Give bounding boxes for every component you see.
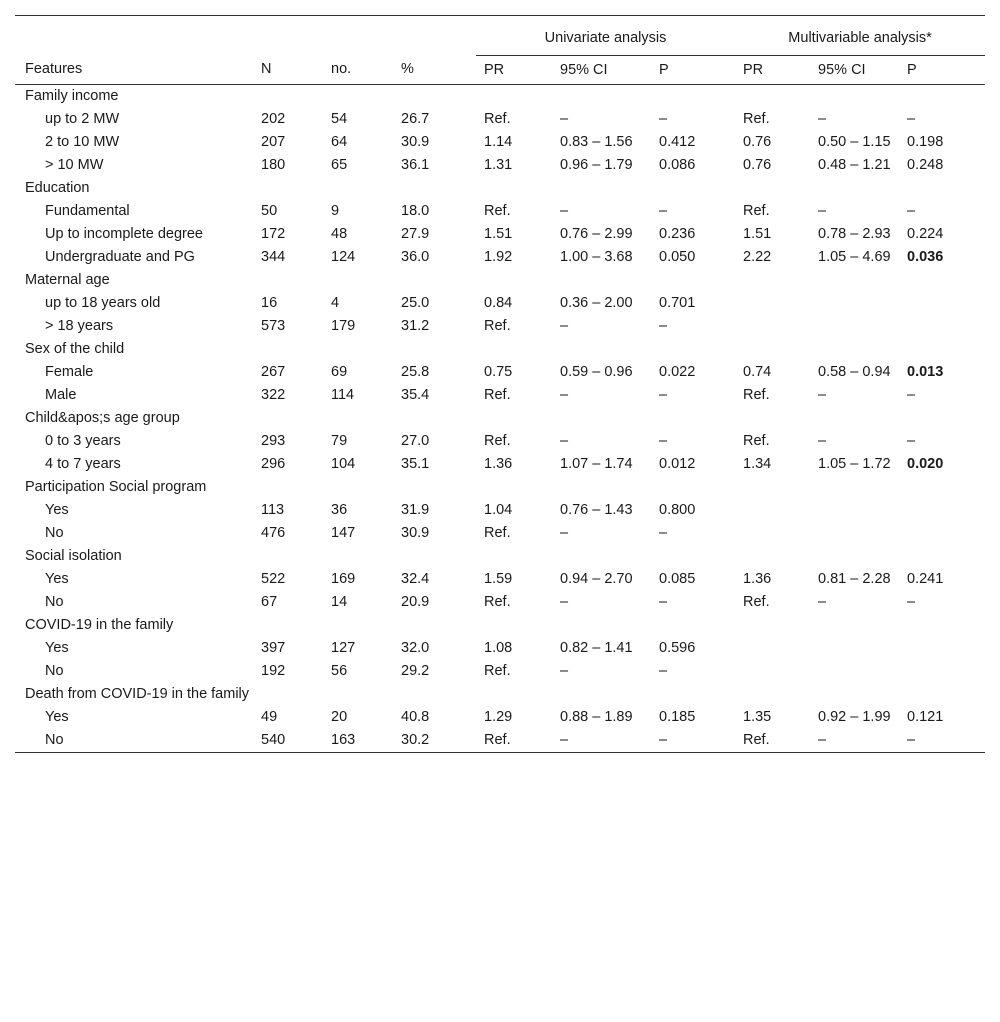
multivariable-pr-cell: 0.76: [743, 157, 772, 173]
n-cell: 540: [261, 732, 286, 748]
multivariable-ci-cell: 1.05 – 4.69: [818, 249, 891, 265]
univariate-pr-cell: Ref.: [484, 203, 511, 219]
no-cell: 69: [331, 364, 348, 380]
multivariable-p-cell: 0.020: [907, 456, 944, 472]
univariate-p-cell: 0.236: [659, 226, 696, 242]
section-label: Child&apos;s age group: [25, 410, 180, 426]
univariate-pr-cell: Ref.: [484, 387, 511, 403]
percent-cell: 32.4: [401, 571, 430, 587]
percent-cell: 31.2: [401, 318, 430, 334]
section-label: Participation Social program: [25, 479, 207, 495]
feature-cell: No: [45, 732, 64, 748]
n-cell: 49: [261, 709, 278, 725]
percent-cell: 31.9: [401, 502, 430, 518]
percent-cell: 27.9: [401, 226, 430, 242]
percent-cell: 30.9: [401, 525, 430, 541]
univariate-ci-cell: 0.88 – 1.89: [560, 709, 633, 725]
multivariable-p-cell: –: [907, 387, 916, 403]
section-row: [15, 407, 985, 430]
multivariable-pr-cell: [735, 637, 810, 660]
no-cell: 14: [331, 594, 348, 610]
table-row: [15, 223, 985, 246]
multivariable-pr-cell: [735, 660, 810, 683]
percent-cell: 35.1: [401, 456, 430, 472]
column-header-row: [15, 56, 985, 85]
n-cell: 476: [261, 525, 286, 541]
section-row: [15, 85, 985, 109]
univariate-p-cell: –: [659, 387, 668, 403]
univariate-pr-cell: Ref.: [484, 525, 511, 541]
multivariable-ci-cell: 1.05 – 1.72: [818, 456, 891, 472]
multivariable-pr-cell: Ref.: [743, 203, 770, 219]
col-header-n: N: [261, 61, 272, 78]
percent-cell: 32.0: [401, 640, 430, 656]
univariate-ci-cell: –: [560, 203, 569, 219]
univariate-ci-cell: –: [560, 433, 569, 449]
univariate-p-cell: –: [659, 203, 668, 219]
percent-cell: 30.9: [401, 134, 430, 150]
multivariable-ci-cell: 0.92 – 1.99: [818, 709, 891, 725]
multivariable-p-cell: 0.121: [907, 709, 944, 725]
univariate-pr-cell: 1.59: [484, 571, 513, 587]
multivariable-ci-cell: [810, 522, 899, 545]
univariate-ci-cell: 0.96 – 1.79: [560, 157, 633, 173]
multivariable-pr-cell: 2.22: [743, 249, 772, 265]
table-row: [15, 522, 985, 545]
univariate-ci-cell: 0.94 – 2.70: [560, 571, 633, 587]
univariate-p-cell: 0.022: [659, 364, 696, 380]
univariate-p-cell: 0.086: [659, 157, 696, 173]
section-row: [15, 545, 985, 568]
multivariable-p-cell: –: [907, 203, 916, 219]
table-row: [15, 200, 985, 223]
prevalence-ratio-table: [15, 15, 985, 752]
n-cell: 397: [261, 640, 286, 656]
section-label: Maternal age: [25, 272, 110, 288]
univariate-p-cell: –: [659, 318, 668, 334]
section-row: [15, 476, 985, 499]
univariate-p-cell: 0.085: [659, 571, 696, 587]
multivariable-pr-cell: Ref.: [743, 732, 770, 748]
multivariable-p-cell: –: [907, 594, 916, 610]
univariate-ci-cell: –: [560, 732, 569, 748]
feature-cell: No: [45, 663, 64, 679]
section-label: COVID-19 in the family: [25, 617, 174, 633]
multivariable-pr-cell: Ref.: [743, 433, 770, 449]
percent-cell: 36.1: [401, 157, 430, 173]
univariate-ci-cell: 1.07 – 1.74: [560, 456, 633, 472]
univariate-ci-cell: –: [560, 387, 569, 403]
n-cell: 296: [261, 456, 286, 472]
no-cell: 64: [331, 134, 348, 150]
n-cell: 207: [261, 134, 286, 150]
multivariable-pr-cell: 1.36: [743, 571, 772, 587]
multivariable-p-cell: 0.013: [907, 364, 944, 380]
multivariable-p-cell: –: [907, 433, 916, 449]
table-row: [15, 131, 985, 154]
univariate-ci-cell: 1.00 – 3.68: [560, 249, 633, 265]
univariate-ci-cell: 0.76 – 2.99: [560, 226, 633, 242]
feature-cell: up to 2 MW: [45, 111, 120, 127]
no-cell: 9: [331, 203, 340, 219]
multivariable-p-cell: [899, 292, 985, 315]
multivariable-p-cell: 0.198: [907, 134, 944, 150]
no-cell: 104: [331, 456, 356, 472]
multivariable-pr-cell: 0.74: [743, 364, 772, 380]
multivariable-ci-cell: –: [818, 433, 827, 449]
multivariable-ci-cell: [810, 315, 899, 338]
no-cell: 65: [331, 157, 348, 173]
no-cell: 36: [331, 502, 348, 518]
table-row: [15, 568, 985, 591]
multivariable-p-cell: 0.248: [907, 157, 944, 173]
section-label: Education: [25, 180, 90, 196]
univariate-p-cell: 0.596: [659, 640, 696, 656]
feature-cell: Yes: [45, 502, 69, 518]
percent-cell: 40.8: [401, 709, 430, 725]
n-cell: 192: [261, 663, 286, 679]
univariate-group-header: Univariate analysis: [476, 16, 735, 56]
multivariable-ci-cell: [810, 292, 899, 315]
multivariable-pr-cell: Ref.: [743, 111, 770, 127]
univariate-pr-cell: 1.08: [484, 640, 513, 656]
univariate-p-cell: –: [659, 663, 668, 679]
section-label: Sex of the child: [25, 341, 125, 357]
univariate-p-cell: –: [659, 433, 668, 449]
col-header-features: Features: [25, 61, 83, 78]
no-cell: 124: [331, 249, 356, 265]
multivariable-p-cell: 0.036: [907, 249, 944, 265]
section-row: [15, 683, 985, 706]
univariate-p-cell: 0.012: [659, 456, 696, 472]
section-row: [15, 269, 985, 292]
n-cell: 172: [261, 226, 286, 242]
multivariable-ci-cell: –: [818, 203, 827, 219]
feature-cell: Yes: [45, 571, 69, 587]
n-cell: 293: [261, 433, 286, 449]
feature-cell: Up to incomplete degree: [45, 226, 203, 242]
table-row: [15, 384, 985, 407]
table-bottom-rule: [15, 752, 985, 753]
multivariable-ci-cell: 0.78 – 2.93: [818, 226, 891, 242]
feature-cell: Yes: [45, 709, 69, 725]
percent-cell: 30.2: [401, 732, 430, 748]
feature-cell: Yes: [45, 640, 69, 656]
percent-cell: 20.9: [401, 594, 430, 610]
table-row: [15, 660, 985, 683]
multivariable-p-cell: [899, 499, 985, 522]
feature-cell: No: [45, 594, 64, 610]
n-cell: 202: [261, 111, 286, 127]
no-cell: 54: [331, 111, 348, 127]
multivariable-pr-cell: [735, 292, 810, 315]
n-cell: 322: [261, 387, 286, 403]
univariate-pr-cell: 1.29: [484, 709, 513, 725]
table-row: [15, 453, 985, 476]
multivariable-ci-cell: [810, 637, 899, 660]
multivariable-ci-cell: 0.81 – 2.28: [818, 571, 891, 587]
col-header-percent: %: [401, 61, 414, 78]
multivariable-group-header: Multivariable analysis*: [735, 16, 985, 56]
univariate-ci-cell: –: [560, 663, 569, 679]
univariate-ci-cell: 0.76 – 1.43: [560, 502, 633, 518]
univariate-ci-cell: –: [560, 318, 569, 334]
no-cell: 127: [331, 640, 356, 656]
multivariable-p-cell: [899, 660, 985, 683]
section-row: [15, 177, 985, 200]
table-row: [15, 499, 985, 522]
col-header-univariate-pr: PR: [484, 61, 505, 78]
multivariable-pr-cell: 0.76: [743, 134, 772, 150]
feature-cell: Fundamental: [45, 203, 130, 219]
n-cell: 344: [261, 249, 286, 265]
feature-cell: up to 18 years old: [45, 295, 161, 311]
no-cell: 4: [331, 295, 340, 311]
feature-cell: > 18 years: [45, 318, 114, 334]
multivariable-p-cell: [899, 522, 985, 545]
section-row: [15, 338, 985, 361]
n-cell: 267: [261, 364, 286, 380]
no-cell: 163: [331, 732, 356, 748]
multivariable-pr-cell: Ref.: [743, 594, 770, 610]
multivariable-p-cell: [899, 315, 985, 338]
univariate-ci-cell: –: [560, 111, 569, 127]
col-header-univariate-ci: 95% CI: [560, 61, 608, 78]
feature-cell: Male: [45, 387, 77, 403]
univariate-pr-cell: 1.51: [484, 226, 513, 242]
table-row: [15, 706, 985, 729]
univariate-pr-cell: Ref.: [484, 318, 511, 334]
no-cell: 169: [331, 571, 356, 587]
univariate-pr-cell: 1.04: [484, 502, 513, 518]
percent-cell: 35.4: [401, 387, 430, 403]
univariate-p-cell: 0.800: [659, 502, 696, 518]
multivariable-pr-cell: 1.35: [743, 709, 772, 725]
percent-cell: 27.0: [401, 433, 430, 449]
multivariable-ci-cell: [810, 499, 899, 522]
univariate-ci-cell: –: [560, 594, 569, 610]
no-cell: 147: [331, 525, 356, 541]
table-row: [15, 108, 985, 131]
univariate-pr-cell: 1.31: [484, 157, 513, 173]
col-header-no: no.: [331, 61, 352, 78]
univariate-p-cell: –: [659, 732, 668, 748]
multivariable-pr-cell: 1.34: [743, 456, 772, 472]
univariate-ci-cell: 0.82 – 1.41: [560, 640, 633, 656]
univariate-pr-cell: Ref.: [484, 433, 511, 449]
multivariable-ci-cell: 0.50 – 1.15: [818, 134, 891, 150]
col-header-multivariable-ci: 95% CI: [818, 61, 866, 78]
univariate-p-cell: –: [659, 594, 668, 610]
percent-cell: 25.0: [401, 295, 430, 311]
percent-cell: 18.0: [401, 203, 430, 219]
univariate-p-cell: 0.412: [659, 134, 696, 150]
table-row: [15, 361, 985, 384]
no-cell: 79: [331, 433, 348, 449]
multivariable-ci-cell: 0.58 – 0.94: [818, 364, 891, 380]
multivariable-p-cell: –: [907, 111, 916, 127]
no-cell: 114: [331, 387, 355, 403]
univariate-pr-cell: 1.14: [484, 134, 513, 150]
section-label: Family income: [25, 88, 119, 104]
multivariable-ci-cell: [810, 660, 899, 683]
multivariable-pr-cell: [735, 522, 810, 545]
multivariable-p-cell: 0.241: [907, 571, 944, 587]
n-cell: 50: [261, 203, 278, 219]
univariate-pr-cell: Ref.: [484, 732, 511, 748]
col-header-univariate-p: P: [659, 61, 669, 78]
feature-cell: 4 to 7 years: [45, 456, 121, 472]
table-row: [15, 637, 985, 660]
no-cell: 56: [331, 663, 348, 679]
section-label: Social isolation: [25, 548, 122, 564]
feature-cell: 2 to 10 MW: [45, 134, 120, 150]
n-cell: 180: [261, 157, 286, 173]
table-row: [15, 591, 985, 614]
multivariable-p-cell: –: [907, 732, 916, 748]
multivariable-p-cell: 0.224: [907, 226, 944, 242]
col-header-multivariable-p: P: [907, 61, 917, 78]
univariate-pr-cell: 0.75: [484, 364, 513, 380]
multivariable-ci-cell: –: [818, 111, 827, 127]
n-cell: 522: [261, 571, 286, 587]
table-row: [15, 246, 985, 269]
feature-cell: Female: [45, 364, 94, 380]
multivariable-ci-cell: –: [818, 387, 827, 403]
multivariable-ci-cell: 0.48 – 1.21: [818, 157, 891, 173]
feature-cell: Undergraduate and PG: [45, 249, 195, 265]
multivariable-ci-cell: –: [818, 594, 827, 610]
univariate-pr-cell: Ref.: [484, 663, 511, 679]
section-row: [15, 614, 985, 637]
univariate-p-cell: 0.185: [659, 709, 696, 725]
group-header-row: [15, 16, 985, 56]
feature-cell: > 10 MW: [45, 157, 104, 173]
table-body: [15, 85, 985, 753]
n-cell: 67: [261, 594, 278, 610]
univariate-p-cell: –: [659, 111, 668, 127]
multivariable-pr-cell: 1.51: [743, 226, 772, 242]
multivariable-pr-cell: Ref.: [743, 387, 770, 403]
table-row: [15, 729, 985, 752]
univariate-p-cell: 0.701: [659, 295, 696, 311]
percent-cell: 36.0: [401, 249, 430, 265]
table-container: [15, 15, 985, 753]
percent-cell: 25.8: [401, 364, 430, 380]
univariate-ci-cell: –: [560, 525, 569, 541]
no-cell: 179: [331, 318, 356, 334]
table-row: [15, 154, 985, 177]
univariate-ci-cell: 0.36 – 2.00: [560, 295, 633, 311]
table-row: [15, 315, 985, 338]
multivariable-pr-cell: [735, 499, 810, 522]
n-cell: 16: [261, 295, 278, 311]
multivariable-p-cell: [899, 637, 985, 660]
n-cell: 573: [261, 318, 286, 334]
table-row: [15, 292, 985, 315]
n-cell: 113: [261, 502, 285, 518]
univariate-pr-cell: 0.84: [484, 295, 513, 311]
multivariable-pr-cell: [735, 315, 810, 338]
multivariable-ci-cell: –: [818, 732, 827, 748]
section-label: Death from COVID-19 in the family: [25, 686, 250, 702]
univariate-p-cell: –: [659, 525, 668, 541]
univariate-ci-cell: 0.83 – 1.56: [560, 134, 633, 150]
univariate-pr-cell: 1.36: [484, 456, 513, 472]
univariate-ci-cell: 0.59 – 0.96: [560, 364, 633, 380]
feature-cell: 0 to 3 years: [45, 433, 121, 449]
table-row: [15, 430, 985, 453]
univariate-pr-cell: Ref.: [484, 594, 511, 610]
univariate-pr-cell: 1.92: [484, 249, 513, 265]
univariate-pr-cell: Ref.: [484, 111, 511, 127]
no-cell: 48: [331, 226, 348, 242]
no-cell: 20: [331, 709, 348, 725]
col-header-multivariable-pr: PR: [743, 61, 764, 78]
univariate-p-cell: 0.050: [659, 249, 696, 265]
percent-cell: 26.7: [401, 111, 430, 127]
feature-cell: No: [45, 525, 64, 541]
percent-cell: 29.2: [401, 663, 430, 679]
